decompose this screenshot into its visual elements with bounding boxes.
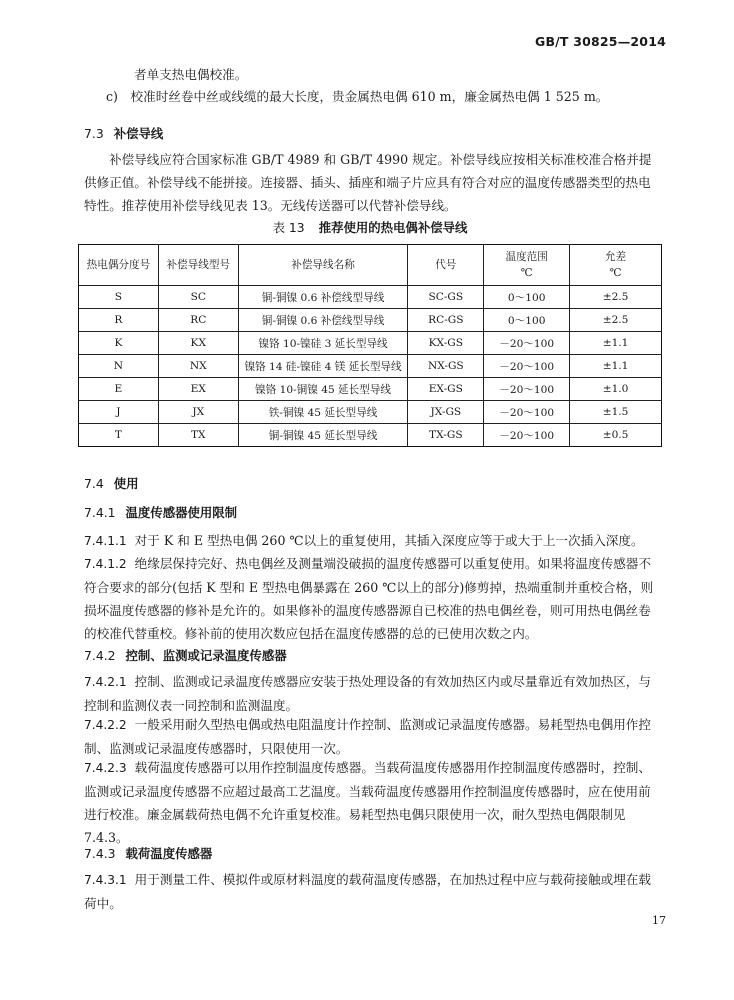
table-row [79, 286, 662, 309]
table-cell: 0～100 [484, 309, 570, 332]
table-row [79, 401, 662, 424]
header-tolerance: 允差 ℃ [570, 245, 662, 286]
clause-7-4-2-2: 7.4.2.2 一般采用耐久型热电偶或热电阻温度计作控制、监测或记录温度传感器。易耗型热电偶用作控制、监测或记录温度传感器时，只限使用一次。 [84, 717, 651, 756]
table-cell: 铜-铜镍 0.6 补偿线型导线 [238, 286, 408, 309]
continued-line: 者单支热电偶校准。 [134, 67, 248, 82]
header-type: 热电偶分度号 [79, 245, 159, 286]
table-cell: J [79, 401, 159, 424]
table-cell: ±2.5 [570, 309, 662, 332]
section-title: 温度传感器使用限制 [125, 505, 238, 520]
table-number: 表 13 [272, 220, 305, 235]
table-cell: EX-GS [408, 378, 484, 401]
table-caption [84, 218, 656, 236]
clause-7-4-3-1: 7.4.3.1 用于测量工件、模拟件或原材料温度的载荷温度传感器，在加热过程中应与载荷接触或埋在载荷中。 [84, 872, 651, 911]
table-cell: KX-GS [408, 332, 484, 355]
table-cell: －20～100 [484, 424, 570, 447]
table-cell: K [79, 332, 159, 355]
header-range: 温度范围 ℃ [484, 245, 570, 286]
section-number: 7.4.3 [84, 846, 116, 861]
table-cell: TX-GS [408, 424, 484, 447]
table-header-row [79, 245, 662, 286]
paragraph-7-3: 补偿导线应符合国家标准 GB/T 4989 和 GB/T 4990 规定。补偿导线应按相关标准校准合格并提供修正值。补偿导线不能拼接。连接器、插头、插座和端子片应具有符合对应的温度传感器类型的热电特性。推荐使用补偿导线见表 13。无线传送器可以代替补偿导线。 [84, 152, 652, 213]
table-cell: SC-GS [408, 286, 484, 309]
page-number: 17 [652, 914, 666, 927]
list-item-c: c) 校准时丝卷中丝或线缆的最大长度，贵金属热电偶 610 m，廉金属热电偶 1 525 m。 [106, 89, 609, 104]
table-cell: E [79, 378, 159, 401]
table-cell: ±2.5 [570, 286, 662, 309]
clause-7-4-1-1: 7.4.1.1 对于 K 和 E 型热电偶 260 ℃以上的重复使用，其插入深度应等于或大于上一次插入深度。 [84, 533, 644, 548]
table-cell: JX-GS [408, 401, 484, 424]
table-cell: 铁-铜镍 45 延长型导线 [238, 401, 408, 424]
table-cell: 镍铬 10-镍硅 3 延长型导线 [238, 332, 408, 355]
table-cell: ±0.5 [570, 424, 662, 447]
table-row [79, 378, 662, 401]
section-title: 控制、监测或记录温度传感器 [125, 648, 287, 663]
table-cell: JX [158, 401, 238, 424]
section-heading-7-4-1 [84, 503, 237, 521]
section-number: 7.4.1 [84, 505, 116, 520]
table-cell: TX [158, 424, 238, 447]
table-cell: 镍铬 14 硅-镍硅 4 镁 延长型导线 [238, 355, 408, 378]
clause-7-4-2-1: 7.4.2.1 控制、监测或记录温度传感器应安装于热处理设备的有效加热区内或尽量靠近有效加热区，与控制和监测仪表一同控制和监测温度。 [84, 674, 651, 713]
table-row [79, 309, 662, 332]
table-cell: －20～100 [484, 355, 570, 378]
table-cell: R [79, 309, 159, 332]
compensation-wire-table [78, 244, 662, 447]
table-cell: 铜-铜镍 0.6 补偿线型导线 [238, 309, 408, 332]
table-cell: －20～100 [484, 332, 570, 355]
table-cell: KX [158, 332, 238, 355]
table-row [79, 355, 662, 378]
section-heading-7-4-3 [84, 844, 212, 862]
clause-7-4-1-2: 7.4.1.2 绝缘层保持完好、热电偶丝及测量端没破损的温度传感器可以重复使用。如果将温度传感器不符合要求的部分(包括 K 型和 E 型热电偶暴露在 260 ℃以上的部分)修剪掉，热端重制并重校合格，则损坏温度传感器的修补是允许的。如果修补的温度传感器源自已校准的热电偶丝卷，则可用热电偶丝卷的校准代替重校。修补前的使用次数应包括在温度传感器的总的已使用次数之内。 [84, 556, 654, 641]
table-cell: ±1.5 [570, 401, 662, 424]
table-cell: NX [158, 355, 238, 378]
header-name: 补偿导线名称 [238, 245, 408, 286]
table-cell: EX [158, 378, 238, 401]
section-heading-7-4 [84, 474, 139, 492]
section-number: 7.4 [84, 476, 104, 491]
section-number: 7.4.2 [84, 648, 116, 663]
table-cell: RC-GS [408, 309, 484, 332]
table-cell: ±1.1 [570, 355, 662, 378]
header-code: 代号 [408, 245, 484, 286]
table-row [79, 424, 662, 447]
section-number: 7.3 [84, 126, 104, 141]
table-cell: NX-GS [408, 355, 484, 378]
standard-code-header: GB/T 30825—2014 [534, 34, 666, 49]
section-heading-7-4-2 [84, 646, 287, 664]
table-cell: 0～100 [484, 286, 570, 309]
table-cell: ±1.0 [570, 378, 662, 401]
clause-7-4-2-3: 7.4.2.3 载荷温度传感器可以用作控制温度传感器。当载荷温度传感器用作控制温度传感器时，控制、监测或记录温度传感器不应超过最高工艺温度。当载荷温度传感器用作控制温度传感器时，应在使用前进行校准。廉金属载荷热电偶不允许重复校准。易耗型热电偶只限使用一次，耐久型热电偶限制见 7.4.3。 [84, 760, 651, 845]
table-row [79, 332, 662, 355]
section-title: 载荷温度传感器 [125, 846, 213, 861]
table-cell: 镍铬 10-铜镍 45 延长型导线 [238, 378, 408, 401]
section-heading-7-3 [84, 124, 163, 142]
table-cell: ±1.1 [570, 332, 662, 355]
section-title: 使用 [113, 476, 139, 491]
table-cell: T [79, 424, 159, 447]
table-cell: SC [158, 286, 238, 309]
table-cell: N [79, 355, 159, 378]
table-cell: RC [158, 309, 238, 332]
table-title: 推荐使用的热电偶补偿导线 [318, 220, 468, 235]
table-cell: －20～100 [484, 378, 570, 401]
section-title: 补偿导线 [113, 126, 164, 141]
header-wire: 补偿导线型号 [158, 245, 238, 286]
table-cell: 铜-铜镍 45 延长型导线 [238, 424, 408, 447]
table-cell: S [79, 286, 159, 309]
table-cell: －20～100 [484, 401, 570, 424]
